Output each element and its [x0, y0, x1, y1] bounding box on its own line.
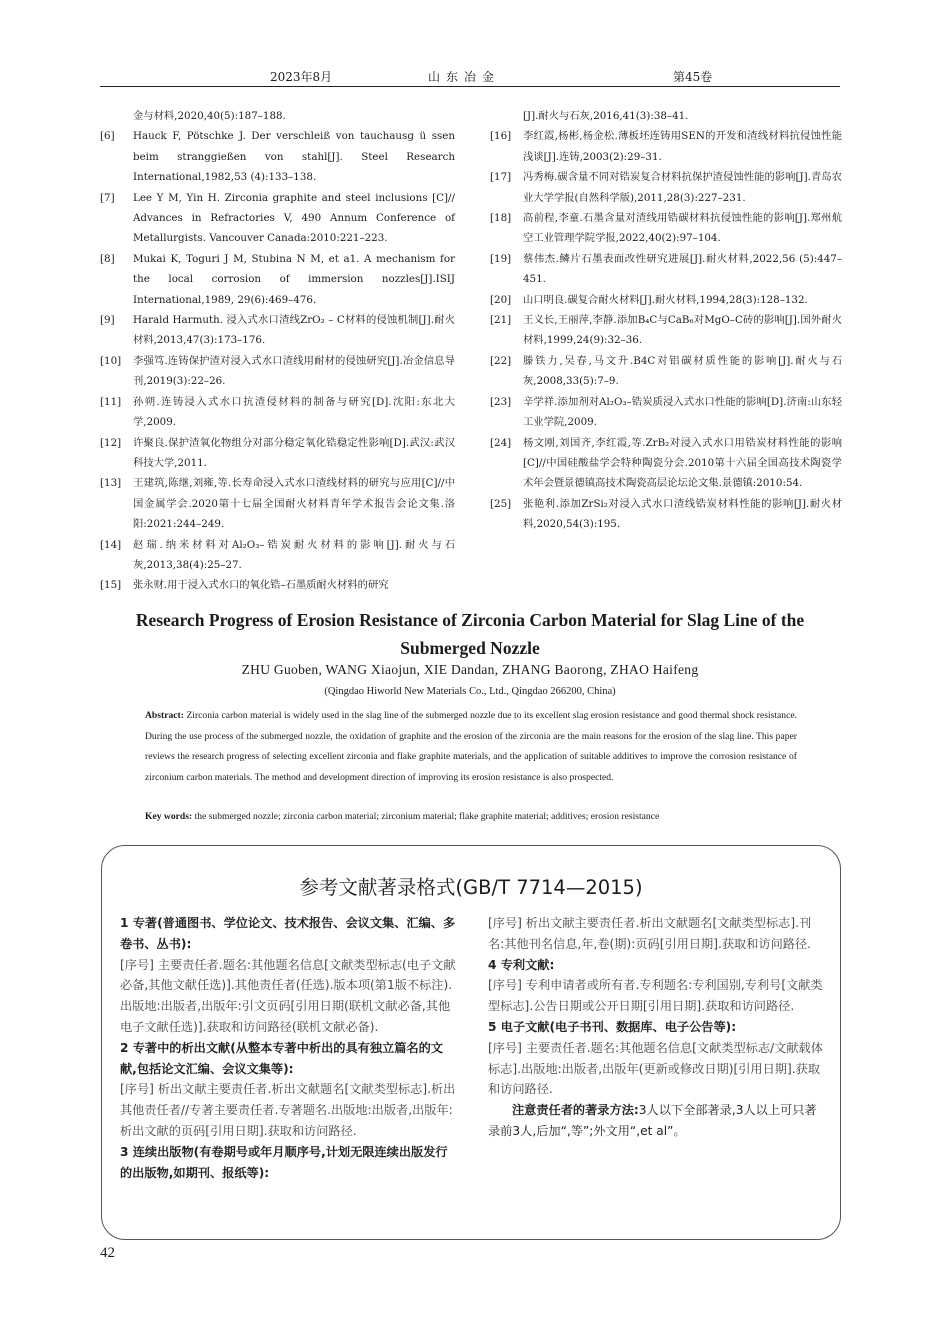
reference-item: [24] 杨文刚,刘国齐,李红霞,等.ZrB₂对浸入式水口用锆炭材料性能的影响[C]//中国硅酸盐学会特种陶瓷分会.2010第十六届全国高技术陶瓷学术年会暨景德镇高技术陶瓷高层论坛论文集.景德镇:2010:54.: [490, 436, 842, 490]
section-body: [序号] 析出文献主要责任者.析出文献题名[文献类型标志].刊名:其他刊名信息,年,卷(期):页码[引用日期].获取和访问路径.: [488, 916, 812, 951]
english-keywords: [145, 811, 805, 822]
header-date: 2023年8月: [270, 70, 333, 84]
reference-item: [20] 山口明良.碳复合耐火材料[J].耐火材料,1994,28(3):128–132.: [490, 293, 808, 306]
english-title: Research Progress of Erosion Resistance of Zirconia Carbon Material for Slag Line of the Submerged Nozzle: [135, 610, 805, 658]
section-body: [序号] 主要责任者.题名:其他题名信息[文献类型标志(电子文献必备,其他文献任选)].其他责任者(任选).版本项(第1版不标注).出版地:出版者,出版年:引文页码[引用日期(联机文献必备,其他电子文献任选)].获取和访问路径(联机文献必备).: [120, 957, 456, 1034]
reference-item: [12] 许聚良.保护渣氧化物组分对部分稳定氧化锆稳定性影响[D].武汉:武汉科技大学,2011.: [100, 436, 455, 469]
citation-format-box: [101, 845, 841, 1240]
note-heading: 注意责任者的著录方法:: [512, 1103, 639, 1118]
reference-item: [21] 王义长,王丽萍,李静.添加B₄C与CaB₆对MgO–C砖的影响[J].国外耐火材料,1999,24(9):32–36.: [490, 314, 842, 347]
section-heading: 4 专利文献:: [488, 957, 555, 972]
note-body: 3人以下全部著录,3人以上可只著录前3人,后加“,等”;外文用“,et al”。: [488, 1103, 817, 1138]
section-heading: 5 电子文献(电子书刊、数据库、电子公告等):: [488, 1019, 737, 1034]
reference-item: [7] Lee Y M, Yin H. Zirconia graphite and steel inclusions [C]// Advances in Refractories V, 490 Annum Conference of Metallurgists. Vancouver Canada:2010:221–223.: [100, 191, 455, 245]
reference-item: [14] 赵瑞.纳米材料对Al₂O₃–锆炭耐火材料的影响[J].耐火与石灰,2013,38(4):25–27.: [100, 538, 455, 571]
section-body: [序号] 专利申请者或所有者.专利题名:专利国别,专利号[文献类型标志].公告日期或公开日期[引用日期].获取和访问路径.: [488, 978, 823, 1014]
references-left-column: [100, 106, 455, 596]
header-journal-name: 山东冶金: [428, 70, 501, 84]
abstract-text: Zirconia carbon material is widely used in the slag line of the submerged nozzle due to its excellent slag erosion resistance and good thermal shock resistance. During the use process of the submerged nozzle, the oxidation of graphite and the erosion of the zirconia are the main reasons for the erosion of the slag line. This paper reviews the research progress of selecting excellent zirconia and flake graphite materials, and the application of suitable additives to improve the corrosion resistance of zirconium carbon materials. The method and development direction of improving its erosion resistance is also prospected.: [145, 710, 797, 783]
section-body: [序号] 主要责任者.题名:其他题名信息[文献类型标志/文献载体标志].出版地:出版者,出版年(更新或修改日期)[引用日期].获取和访问路径.: [488, 1040, 823, 1097]
page-number: 42: [100, 1245, 115, 1261]
english-affiliation: (Qingdao Hiworld New Materials Co., Ltd., Qingdao 266200, China): [324, 686, 616, 697]
header-volume: 第45卷: [673, 70, 713, 84]
reference-item: [22] 滕铁力,吴春,马文升.B4C对铝碳材质性能的影响[J].耐火与石灰,2008,33(5):7–9.: [490, 354, 842, 388]
reference-item: [15] 张永财.用于浸入式水口的氧化锆–石墨质耐火材料的研究: [100, 579, 389, 592]
note-paragraph: [488, 1100, 824, 1142]
reference-item: [10] 李强笃.连铸保护渣对浸入式水口渣线用耐材的侵蚀研究[J].冶金信息导刊,2019(3):22–26.: [100, 354, 455, 388]
keywords-text: the submerged nozzle; zirconia carbon material; zirconium material; flake graphite material; additives; erosion resistance: [194, 811, 660, 822]
reference-item: 金与材料,2020,40(5):187–188.: [133, 110, 286, 122]
section-heading: 3 连续出版物(有卷期号或年月顺序号,计划无限连续出版发行的出版物,如期刊、报纸等):: [120, 1144, 448, 1180]
box-left-column: [120, 913, 456, 1183]
reference-item: [8] Mukai K, Toguri J M, Stubina N M, et a1. A mechanism for the local corrosion of immersion nozzles[J].ISIJ International,1989, 29(6):469–476.: [100, 252, 455, 306]
running-header: [100, 64, 840, 87]
abstract-label: Abstract:: [145, 710, 184, 721]
section-heading: 2 专著中的析出文献(从整本专著中析出的具有独立篇名的文献,包括论文汇编、会议文集等):: [120, 1040, 443, 1076]
reference-item: [6] Hauck F, Pötschke J. Der verschleiß von tauchausg ü ssen beim stranggießen von stahl[J]. Steel Research International,1982,53 (4):133–138.: [100, 130, 455, 184]
reference-item: [18] 高前程,李童.石墨含量对渣线用锆碳材料抗侵蚀性能的影响[J].郑州航空工业管理学院学报,2022,40(2):97–104.: [490, 212, 842, 245]
reference-item: [J].耐火与石灰,2016,41(3):38–41.: [523, 110, 689, 122]
reference-item: [25] 张艳利.添加ZrSi₂对浸入式水口渣线锆炭材料性能的影响[J].耐火材料,2020,54(3):195.: [490, 497, 842, 531]
english-abstract: [145, 706, 797, 788]
reference-item: [17] 冯秀梅.碳含量不同对锆炭复合材料抗保护渣侵蚀性能的影响[J].青岛农业大学学报(自然科学版),2011,28(3):227–231.: [490, 171, 842, 204]
reference-item: [23] 辛学祥.添加剂对Al₂O₃–锆炭质浸入式水口性能的影响[D].济南:山东轻工业学院,2009.: [490, 395, 842, 429]
box-right-column: [488, 913, 824, 1142]
section-heading: 1 专著(普通图书、学位论文、技术报告、会议文集、汇编、多卷书、丛书):: [120, 916, 456, 951]
reference-item: [13] 王建筑,陈继,刘雍,等.长寿命浸入式水口渣线材料的研究与应用[C]//中国金属学会.2020第十七届全国耐火材料青年学术报告会论文集.洛阳:2021:244–249.: [100, 477, 455, 531]
reference-item: [19] 蔡伟杰.鳞片石墨表面改性研究进展[J].耐火材料,2022,56 (5):447–451.: [490, 252, 842, 286]
reference-item: [9] Harald Harmuth. 浸入式水口渣线ZrO₂ – C材料的侵蚀机制[J].耐火材料,2013,47(3):173–176.: [100, 314, 455, 347]
reference-item: [16] 李红霞,杨彬,杨金松.薄板坯连铸用SEN的开发和渣线材料抗侵蚀性能浅谈[J].连铸,2003(2):29–31.: [490, 130, 842, 163]
english-authors: ZHU Guoben, WANG Xiaojun, XIE Dandan, ZHANG Baorong, ZHAO Haifeng: [241, 662, 699, 677]
box-title: 参考文献著录格式(GB/T 7714—2015): [299, 876, 643, 899]
keywords-label: Key words:: [145, 811, 193, 822]
references-right-column: [490, 106, 842, 535]
reference-item: [11] 孙朔.连铸浸入式水口抗渣侵材料的制备与研究[D].沈阳:东北大学,2009.: [100, 395, 455, 429]
section-body: [序号] 析出文献主要责任者.析出文献题名[文献类型标志].析出其他责任者//专著主要责任者.专著题名.出版地:出版者,出版年:析出文献的页码[引用日期].获取和访问路径.: [120, 1082, 456, 1138]
